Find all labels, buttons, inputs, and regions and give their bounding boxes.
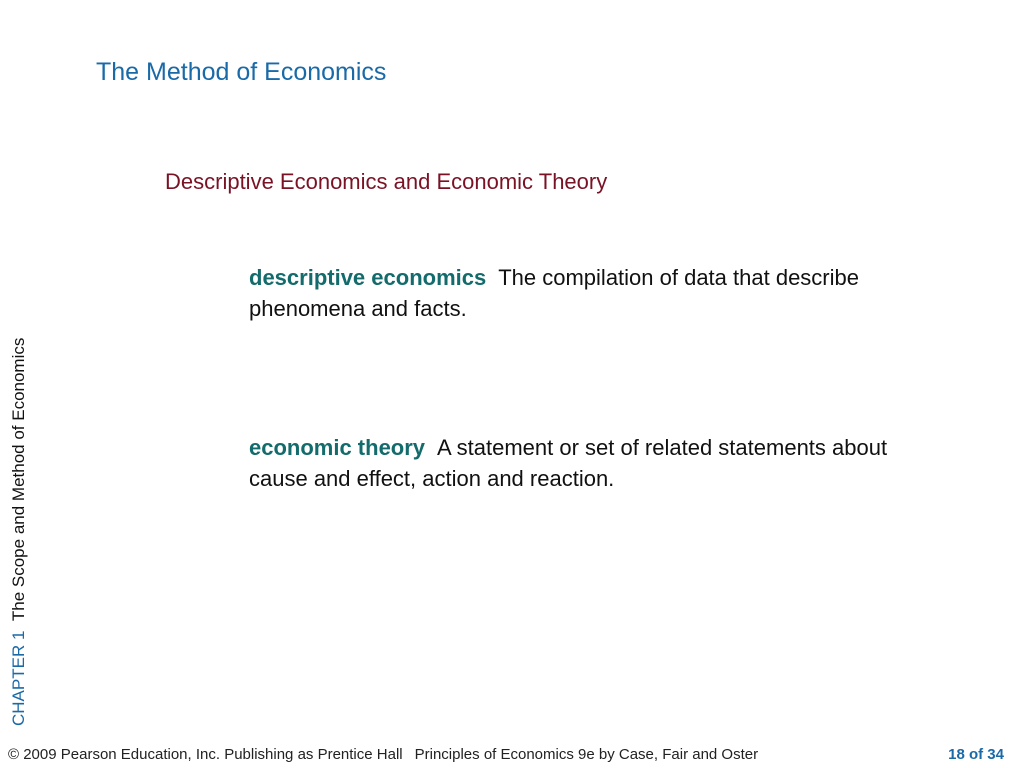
definition-text: The compilation of data that describe phenomena and facts. bbox=[249, 265, 859, 321]
chapter-sidebar-label bbox=[9, 338, 29, 726]
definition-term: economic theory bbox=[249, 435, 426, 460]
chapter-number: CHAPTER 1 bbox=[9, 630, 28, 726]
footer-copyright: © 2009 Pearson Education, Inc. Publishing as Prentice Hall bbox=[8, 746, 403, 763]
slide-subtitle: Descriptive Economics and Economic Theory bbox=[165, 169, 608, 194]
chapter-title: The Scope and Method of Economics bbox=[9, 337, 28, 622]
footer-book-title: Principles of Economics 9e by Case, Fair and Oster bbox=[414, 746, 759, 763]
definition-economic-theory bbox=[249, 432, 889, 494]
footer-credits bbox=[8, 746, 758, 763]
definition-descriptive-economics bbox=[249, 262, 889, 324]
definition-text: A statement or set of related statements about cause and effect, action and reaction. bbox=[249, 435, 888, 491]
slide-title: The Method of Economics bbox=[96, 58, 387, 86]
page-indicator: 18 of 34 bbox=[948, 746, 1004, 763]
definition-term: descriptive economics bbox=[249, 265, 487, 290]
